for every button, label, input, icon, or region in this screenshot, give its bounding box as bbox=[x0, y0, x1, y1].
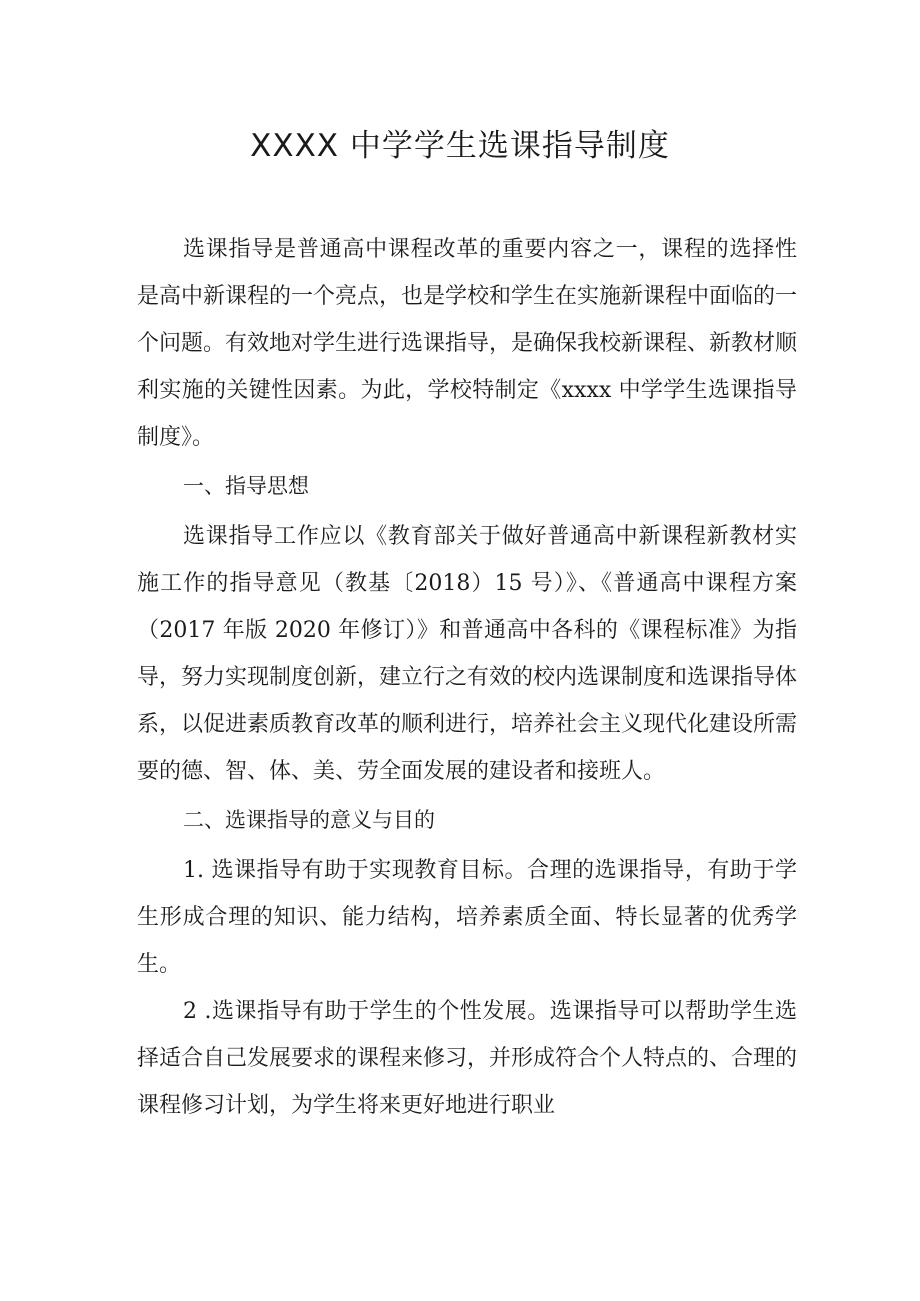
document-title: XXXX 中学学生选课指导制度 bbox=[250, 128, 670, 164]
intro-paragraph: 选课指导是普通高中课程改革的重要内容之一，课程的选择性是高中新课程的一个亮点，也是学校和学生在实施新课程中面临的一个问题。有效地对学生进行选课指导，是确保我校新课程、新教材顺利实施的关键性因素。为此，学校特制定《xxxx 中学学生选课指导制度》。 bbox=[137, 237, 798, 450]
section-heading-significance: 二、选课指导的意义与目的 bbox=[183, 808, 435, 832]
guiding-ideology-paragraph: 选课指导工作应以《教育部关于做好普通高中新课程新教材实施工作的指导意见（教基〔2018）15 号）》、《普通高中课程方案（2017 年版 2020 年修订）》和普通高中各科的《课程标准》为指导，努力实现制度创新，建立行之有效的校内选课制度和选课指导体系，以促进素质教育改革的顺利进行，培养社会主义现代化建设所需要的德、智、体、美、劳全面发展的建设者和接班人。 bbox=[137, 524, 798, 784]
document-body bbox=[137, 226, 797, 1129]
section-heading-guiding-ideology: 一、指导思想 bbox=[183, 474, 309, 498]
significance-point-2: 2 .选课指导有助于学生的个性发展。选课指导可以帮助学生选择适合自己发展要求的课程来修习，并形成符合个人特点的、合理的课程修习计划，为学生将来更好地进行职业 bbox=[137, 999, 798, 1118]
significance-point-1: 1. 选课指导有助于实现教育目标。合理的选课指导，有助于学生形成合理的知识、能力结构，培养素质全面、特长显著的优秀学生。 bbox=[137, 858, 797, 977]
